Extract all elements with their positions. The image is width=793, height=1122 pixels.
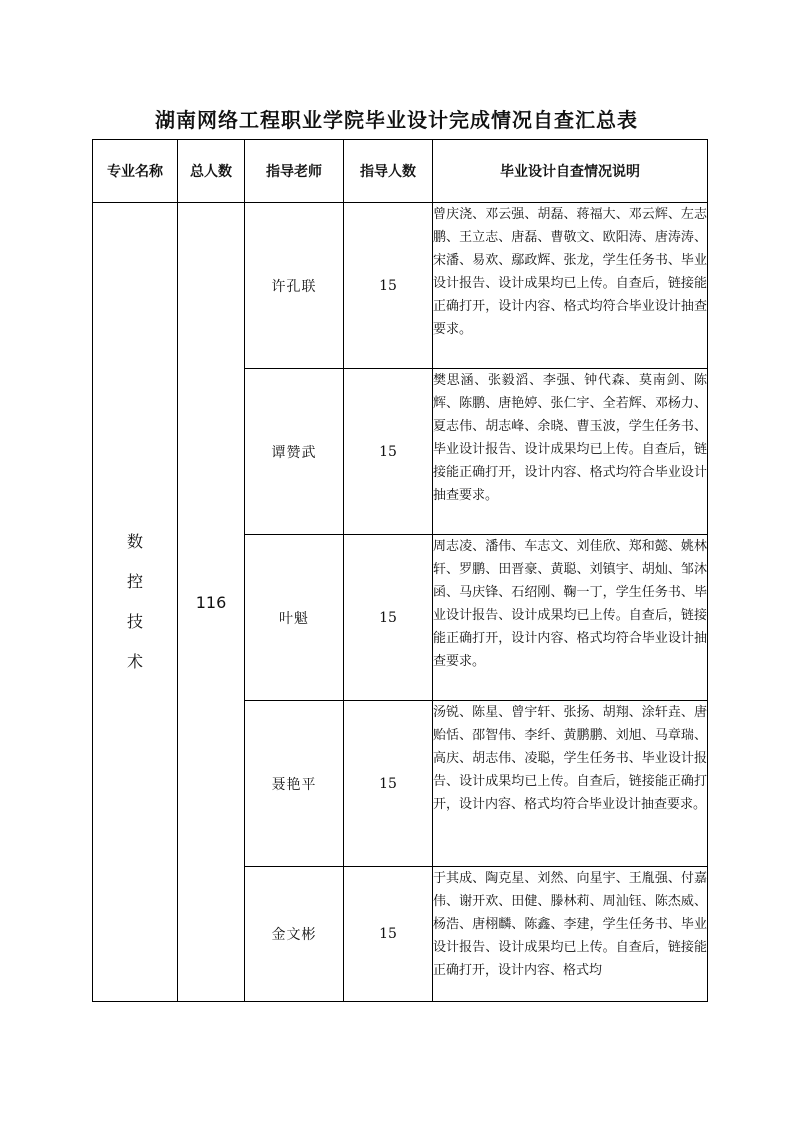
header-description: 毕业设计自查情况说明 xyxy=(433,140,708,203)
count-cell: 15 xyxy=(344,369,433,535)
header-advisor: 指导老师 xyxy=(245,140,344,203)
total-cell: 116 xyxy=(178,203,245,1002)
description-cell: 樊思涵、张毅滔、李强、钟代森、莫南剑、陈辉、陈鹏、唐艳婷、张仁宇、全若辉、邓杨力、夏志伟、胡志峰、余晓、曹玉波，学生任务书、毕业设计报告、设计成果均已上传。自查后，链接能正确打开，设计内容、格式均符合毕业设计抽查要求。 xyxy=(433,369,708,535)
description-text: 于其成、陶克星、刘然、向星宇、王胤强、付嘉伟、谢开欢、田健、滕林莉、周汕钰、陈杰威、杨浩、唐栩麟、陈鑫、李建，学生任务书、毕业设计报告、设计成果均已上传。自查后，链接能正确打开，设计内容、格式均 xyxy=(433,871,707,978)
header-total: 总人数 xyxy=(178,140,245,203)
table-row xyxy=(93,203,708,369)
description-cell: 汤锐、陈星、曾宇轩、张扬、胡翔、涂轩垚、唐贻恬、邵智伟、李纤、黄鹏鹏、刘旭、马章瑞、高庆、胡志伟、凌聪，学生任务书、毕业设计报告、设计成果均已上传。自查后，链接能正确打开，设计内容、格式均符合毕业设计抽查要求。 xyxy=(433,701,708,867)
major-char: 控 xyxy=(126,572,143,591)
header-count: 指导人数 xyxy=(344,140,433,203)
advisor-cell: 叶魁 xyxy=(245,535,344,701)
page-title: 湖南网络工程职业学院毕业设计完成情况自查汇总表 xyxy=(155,108,638,132)
advisor-cell: 聂艳平 xyxy=(245,701,344,867)
advisor-cell: 许孔联 xyxy=(245,203,344,369)
summary-table xyxy=(92,139,708,1002)
count-cell: 15 xyxy=(344,535,433,701)
count-cell: 15 xyxy=(344,203,433,369)
description-cell: 周志凌、潘伟、车志文、刘佳欣、郑和懿、姚林轩、罗鹏、田晋豪、黄聪、刘镇宇、胡灿、邹沐函、马庆锋、石绍刚、鞠一丁，学生任务书、毕业设计报告、设计成果均已上传。自查后，链接能正确打开，设计内容、格式均符合毕业设计抽查要求。 xyxy=(433,535,708,701)
description-cell xyxy=(433,867,708,1002)
count-cell: 15 xyxy=(344,701,433,867)
header-major: 专业名称 xyxy=(93,140,178,203)
major-char: 数 xyxy=(126,532,143,551)
advisor-cell: 金文彬 xyxy=(245,867,344,1002)
header-row xyxy=(93,140,708,203)
major-char: 技 xyxy=(126,612,143,631)
advisor-cell: 谭赞武 xyxy=(245,369,344,535)
major-char: 术 xyxy=(126,652,143,671)
count-cell: 15 xyxy=(344,867,433,1002)
description-cell: 曾庆浇、邓云强、胡磊、蒋福大、邓云辉、左志鹏、王立志、唐磊、曹敬文、欧阳涛、唐涛涛、宋潘、易欢、鄢政辉、张龙，学生任务书、毕业设计报告、设计成果均已上传。自查后，链接能正确打开，设计内容、格式均符合毕业设计抽查要求。 xyxy=(433,203,708,369)
major-cell xyxy=(93,203,178,1002)
